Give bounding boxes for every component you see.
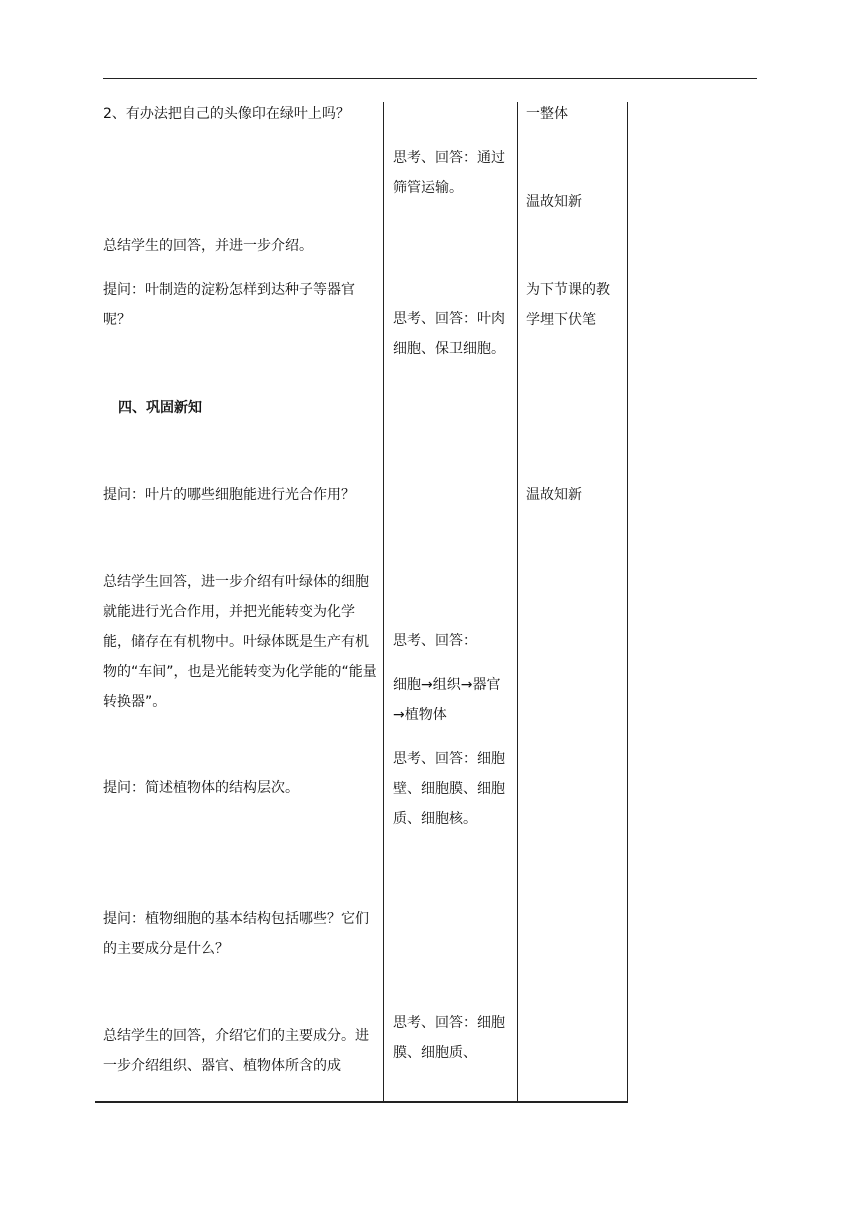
header-rule bbox=[103, 78, 757, 79]
answer-mesophyll: 思考、回答：叶肉细胞、保卫细胞。 bbox=[393, 311, 505, 357]
question-structure-levels: 提问：简述植物体的结构层次。 bbox=[103, 780, 299, 796]
intent-foreshadow: 为下节课的教学埋下伏笔 bbox=[526, 282, 610, 328]
summary-further-intro: 总结学生的回答，并进一步介绍。 bbox=[103, 238, 313, 254]
intent-review-1: 温故知新 bbox=[526, 194, 582, 210]
answer-components: 思考、回答：细胞膜、细胞质、 bbox=[393, 1015, 505, 1061]
answer-levels-prefix: 思考、回答： bbox=[393, 633, 477, 649]
question-starch-transport: 提问：叶制造的淀粉怎样到达种子等器官呢？ bbox=[103, 282, 355, 328]
section-heading-consolidate: 四、巩固新知 bbox=[118, 400, 202, 416]
summary-components: 总结学生的回答，介绍它们的主要成分。进一步介绍组织、器官、植物体所含的成 bbox=[103, 1028, 369, 1074]
table-right-border bbox=[627, 102, 628, 1102]
table-column-divider-2 bbox=[517, 102, 518, 1102]
answer-cell-parts: 思考、回答：细胞壁、细胞膜、细胞质、细胞核。 bbox=[393, 751, 505, 827]
answer-sieve-tube: 思考、回答：通过筛管运输。 bbox=[393, 150, 505, 196]
question-photosynthesis-cells: 提问：叶片的哪些细胞能进行光合作用？ bbox=[103, 487, 355, 503]
question-portrait-on-leaf: 2、有办法把自己的头像印在绿叶上吗？ bbox=[103, 106, 350, 122]
answer-structure-levels: 细胞→组织→器官→植物体 bbox=[393, 677, 501, 723]
intent-review-2: 温故知新 bbox=[526, 487, 582, 503]
intent-whole: 一整体 bbox=[526, 106, 568, 122]
table-column-divider-1 bbox=[383, 102, 384, 1102]
question-cell-structure: 提问：植物细胞的基本结构包括哪些？它们的主要成分是什么？ bbox=[103, 911, 369, 957]
summary-chloroplast: 总结学生回答，进一步介绍有叶绿体的细胞就能进行光合作用，并把光能转变为化学能，储存在有机物中。叶绿体既是生产有机物的“车间”，也是光能转变为化学能的“能量转换器”。 bbox=[103, 574, 377, 710]
table-bottom-border bbox=[95, 1101, 628, 1103]
